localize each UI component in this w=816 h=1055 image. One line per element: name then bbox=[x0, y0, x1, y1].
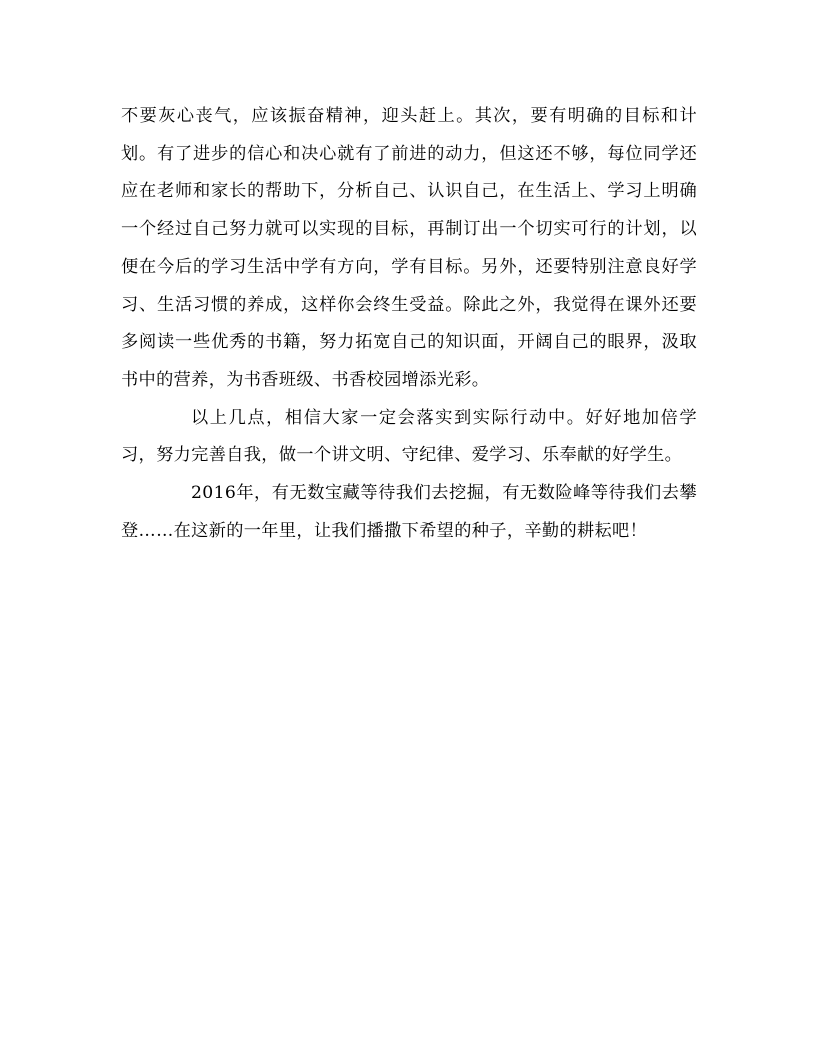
document-body bbox=[121, 98, 697, 550]
paragraph-summary: 以上几点，相信大家一定会落实到实际行动中。好好地加倍学习，努力完善自我，做一个讲文明、守纪律、爱学习、乐奉献的好学生。 bbox=[121, 407, 697, 466]
paragraph-closing: 2016年，有无数宝藏等待我们去挖掘，有无数险峰等待我们去攀登……在这新的一年里，让我们播撒下希望的种子，辛勤的耕耘吧！ bbox=[121, 483, 697, 541]
paragraph-continued: 不要灰心丧气，应该振奋精神，迎头赶上。其次，要有明确的目标和计划。有了进步的信心和决心就有了前进的动力，但这还不够，每位同学还应在老师和家长的帮助下，分析自己、认识自己，在生活上、学习上明确一个经过自己努力就可以实现的目标，再制订出一个切实可行的计划，以便在今后的学习生活中学有方向，学有目标。另外，还要特别注意良好学习、生活习惯的养成，这样你会终生受益。除此之外，我觉得在课外还要多阅读一些优秀的书籍，努力拓宽自己的知识面，开阔自己的眼界，汲取书中的营养，为书香班级、书香校园增添光彩。 bbox=[121, 106, 697, 390]
